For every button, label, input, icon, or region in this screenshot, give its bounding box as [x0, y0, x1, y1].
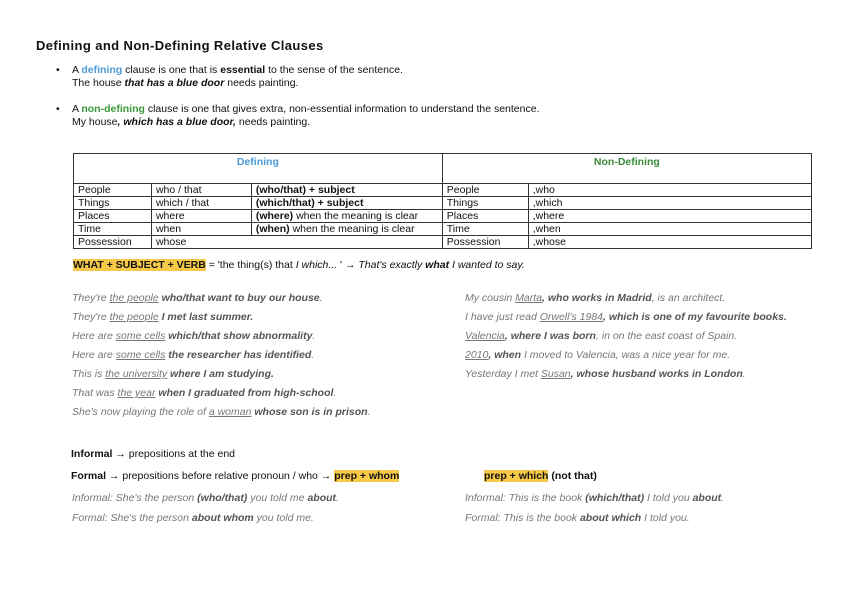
formal-label: Formal [71, 470, 107, 482]
example-sentence [465, 512, 690, 524]
text: Informal: This is the book [465, 492, 586, 504]
clause: I met last summer. [158, 311, 254, 323]
informal-rule [71, 448, 235, 460]
text: = 'the thing(s) that [205, 259, 296, 271]
example-sentence [465, 492, 724, 504]
arrow-text: ' → [340, 259, 359, 271]
antecedent: some cells [115, 330, 166, 342]
table-cell: People [442, 184, 528, 197]
antecedent: Valencia [465, 330, 505, 342]
table-cell: ,who [528, 184, 811, 197]
cell-bold: (where) [255, 210, 294, 222]
text: what [425, 259, 450, 271]
table-cell: Possession [74, 236, 152, 249]
bullet-example [72, 77, 298, 90]
relative-pronoun-table [73, 153, 812, 249]
table-cell [251, 197, 442, 210]
clause: , whose husband works in London [570, 368, 743, 380]
informal-label: Informal [71, 448, 113, 460]
text: → prepositions at the end [112, 448, 235, 460]
table-row [74, 236, 812, 249]
bullet-dot: • [56, 103, 60, 115]
clause: , when [488, 349, 522, 361]
text: A [72, 64, 82, 76]
preposition: about [692, 492, 722, 504]
text: . [333, 387, 337, 399]
clause: , which is one of my favourite books. [603, 311, 787, 323]
antecedent: the year [117, 387, 156, 399]
cell-bold: (who/that) + subject [255, 184, 355, 196]
text: Here are [72, 330, 116, 342]
table-cell [251, 223, 442, 236]
bullet-line [72, 64, 403, 77]
pronoun: (which/that) [585, 492, 645, 504]
example-sentence [72, 349, 314, 361]
table-cell: ,which [528, 197, 811, 210]
bullet-line [72, 103, 540, 116]
table-header-row [74, 154, 812, 184]
formal-rule [71, 470, 399, 482]
table-cell: ,whose [528, 236, 811, 249]
text: Yesterday I met [465, 368, 541, 380]
clause: the researcher has identified [165, 349, 312, 361]
keyword-defining: defining [81, 64, 123, 76]
page-title: Defining and Non-Defining Relative Clauses [36, 38, 324, 53]
antecedent: the university [105, 368, 168, 380]
example-sentence [72, 406, 370, 418]
example-sentence [465, 349, 730, 361]
bullet-example [72, 116, 310, 129]
text: They're [72, 292, 110, 304]
text: They're [72, 311, 110, 323]
antecedent: Marta [515, 292, 543, 304]
text: I told you [644, 492, 693, 504]
example-sentence [72, 330, 315, 342]
text: That was [72, 387, 118, 399]
cell-bold: (when) [255, 223, 290, 235]
text: . [311, 349, 315, 361]
antecedent: 2010 [465, 349, 489, 361]
clause: who/that want to buy our house [158, 292, 320, 304]
text: Formal: This is the book [465, 512, 580, 524]
example-sentence [72, 512, 314, 524]
table-row [74, 184, 812, 197]
example-sentence [465, 368, 746, 380]
table-cell: ,where [528, 210, 811, 223]
antecedent: some cells [115, 349, 166, 361]
table-cell: when [151, 223, 251, 236]
table-cell: whose [151, 236, 442, 249]
example-sentence [72, 368, 274, 380]
example-clause: , which has a blue door, [117, 116, 236, 128]
text: needs painting. [224, 77, 299, 89]
text: clause is one that gives extra, non-essential information to understand the sentence. [144, 103, 540, 115]
example-sentence [72, 292, 323, 304]
non-defining-header: Non-Defining [442, 154, 811, 184]
text: . [742, 368, 746, 380]
text: , in on the east coast of Spain. [595, 330, 738, 342]
table-cell: Things [74, 197, 152, 210]
text: . [312, 330, 316, 342]
table-cell: Time [442, 223, 528, 236]
example-sentence [72, 387, 336, 399]
cell-text: when the meaning is clear [293, 210, 419, 222]
text: I moved to Valencia, was a nice year for me. [521, 349, 731, 361]
example-sentence [465, 292, 725, 304]
text: I told you. [641, 512, 690, 524]
example-sentence [465, 311, 787, 323]
table-cell: People [74, 184, 152, 197]
text: . [367, 406, 371, 418]
clause: which/that show abnormality [165, 330, 313, 342]
clause: whose son is in prison [251, 406, 368, 418]
text: This is [72, 368, 106, 380]
table-cell [251, 210, 442, 223]
prep-whom-highlight: prep + whom [334, 470, 400, 482]
text: The house [72, 77, 125, 89]
text: to the sense of the sentence. [265, 64, 403, 76]
text: That's exactly [358, 259, 426, 271]
clause: when I graduated from high-school [155, 387, 334, 399]
table-cell: Possession [442, 236, 528, 249]
antecedent: the people [109, 292, 159, 304]
text: → prepositions before relative pronoun / who → [106, 470, 335, 482]
what-rule [73, 259, 525, 271]
prep-which-highlight: prep + which [484, 470, 549, 482]
text: you told me [247, 492, 308, 504]
text: . [319, 292, 323, 304]
table-cell: which / that [151, 197, 251, 210]
text: A [72, 103, 82, 115]
keyword-essential: essential [220, 64, 266, 76]
table-cell: Places [442, 210, 528, 223]
cell-bold: (which/that) + subject [255, 197, 364, 209]
pronoun: (who/that) [197, 492, 248, 504]
text: clause is one that is [122, 64, 221, 76]
table-row [74, 197, 812, 210]
clause: where I am studying. [167, 368, 274, 380]
text: She's now playing the role of [72, 406, 209, 418]
keyword-non-defining: non-defining [81, 103, 145, 115]
text: , is an architect. [651, 292, 726, 304]
table-cell: Places [74, 210, 152, 223]
text: . [721, 492, 725, 504]
text: Formal: She's the person [72, 512, 192, 524]
table-cell: where [151, 210, 251, 223]
antecedent: Orwell's 1984 [539, 311, 604, 323]
table-cell: ,when [528, 223, 811, 236]
text: Here are [72, 349, 116, 361]
formal-rule-right [484, 470, 597, 482]
table-cell: Things [442, 197, 528, 210]
antecedent: Susan [540, 368, 571, 380]
preposition: about [307, 492, 337, 504]
bullet-dot: • [56, 64, 60, 76]
text: I wanted to say. [449, 259, 525, 271]
example-sentence [72, 311, 253, 323]
text: you told me. [253, 512, 314, 524]
text: . [336, 492, 339, 504]
example-sentence [72, 492, 339, 504]
text: I have just read [465, 311, 540, 323]
clause: , where I was born [504, 330, 596, 342]
table-cell [251, 184, 442, 197]
text: My house [72, 116, 118, 128]
example-sentence [465, 330, 737, 342]
text: Informal: She's the person [72, 492, 198, 504]
defining-header: Defining [74, 154, 443, 184]
antecedent: a woman [208, 406, 252, 418]
table-cell: Time [74, 223, 152, 236]
text: needs painting. [235, 116, 311, 128]
table-row [74, 210, 812, 223]
text: (not that) [548, 470, 597, 482]
pronoun: about which [579, 512, 642, 524]
table-cell: who / that [151, 184, 251, 197]
text: I which... [295, 259, 341, 271]
text: My cousin [465, 292, 516, 304]
example-clause: that has a blue door [124, 77, 225, 89]
cell-text: when the meaning is clear [289, 223, 415, 235]
table-row [74, 223, 812, 236]
antecedent: the people [109, 311, 159, 323]
clause: , who works in Madrid [542, 292, 652, 304]
pronoun: about whom [191, 512, 254, 524]
what-highlight: WHAT + SUBJECT + VERB [73, 259, 206, 271]
